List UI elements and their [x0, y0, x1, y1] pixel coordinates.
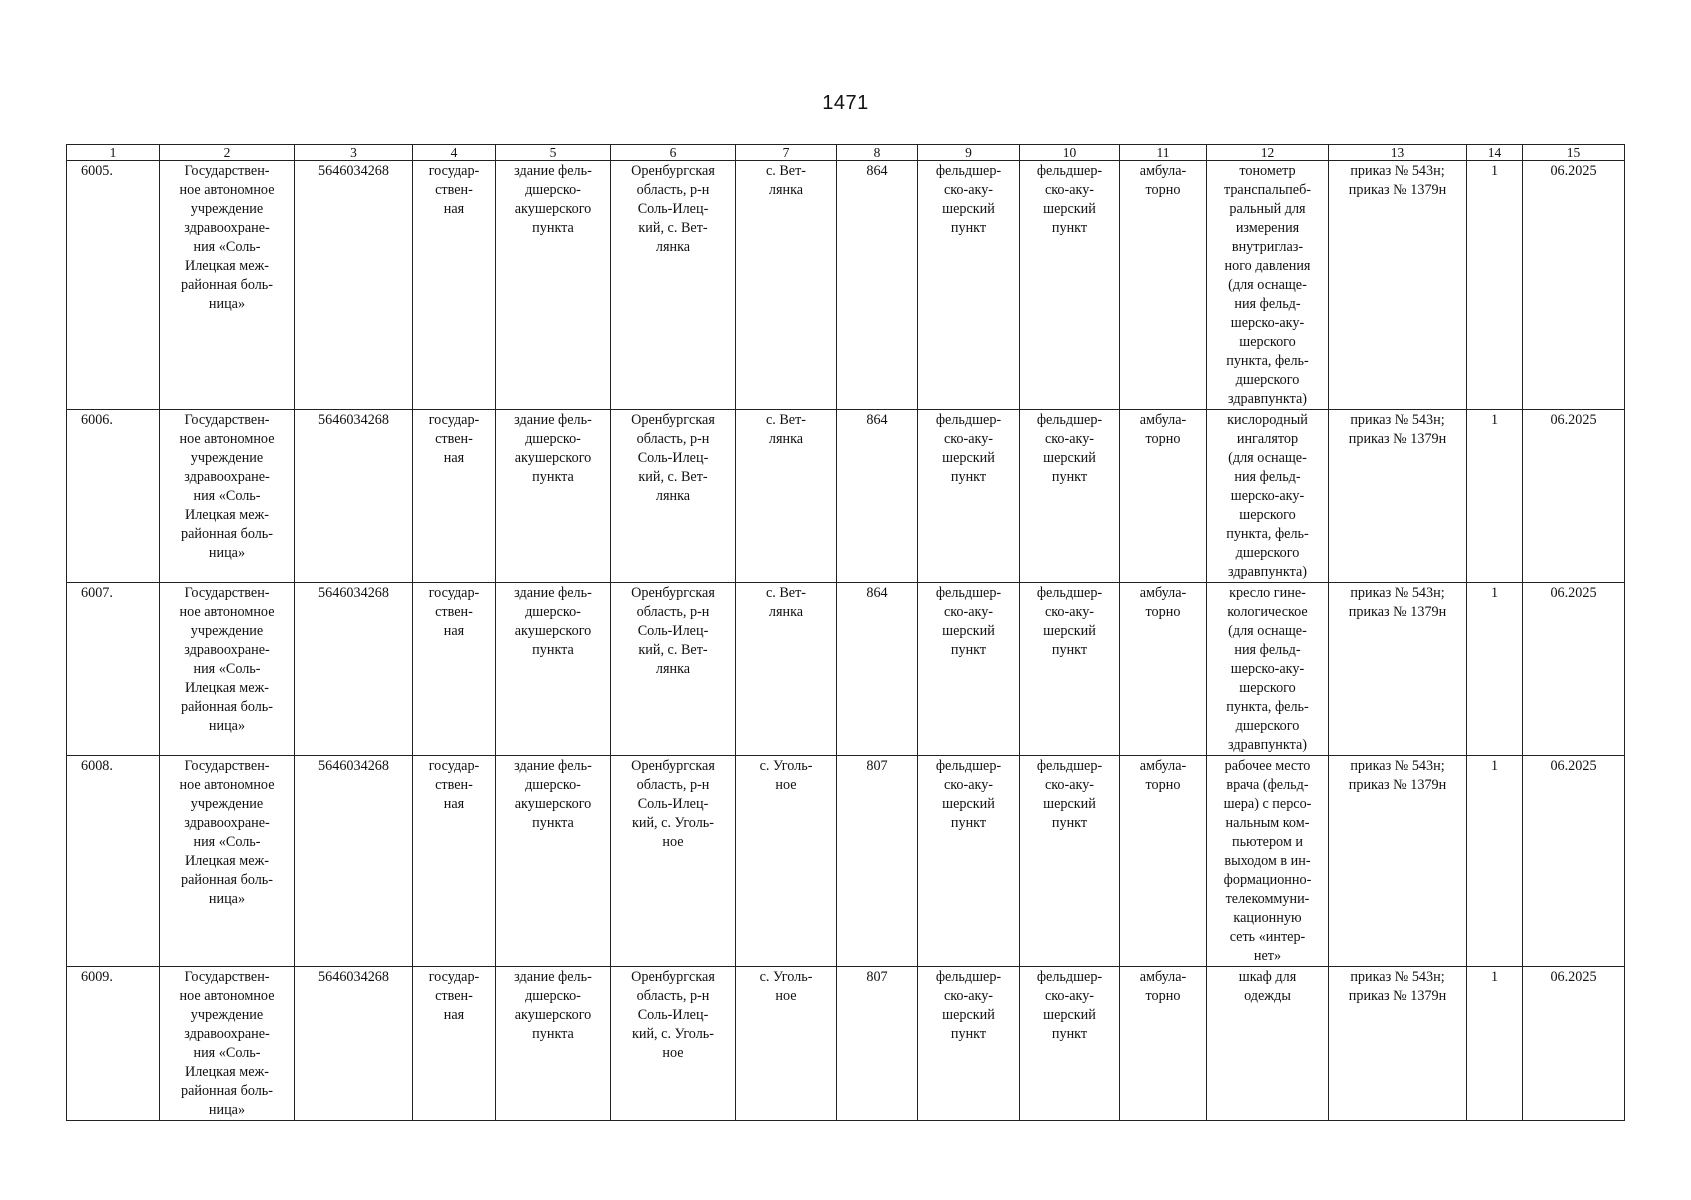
inn: 5646034268: [318, 163, 389, 179]
legal-basis: приказ № 543н; приказ № 1379н: [1348, 969, 1447, 1004]
ownership-form: государ- ствен- ная: [428, 412, 480, 466]
column-number: 1: [67, 145, 160, 161]
inn: 5646034268: [318, 412, 389, 428]
row-number: 6007.: [81, 585, 113, 601]
care-form: амбула- торно: [1139, 585, 1187, 620]
column-number: 7: [736, 145, 837, 161]
column-number: 3: [295, 145, 413, 161]
due-date: 06.2025: [1550, 969, 1597, 985]
population: 864: [866, 163, 888, 179]
legal-basis: приказ № 543н; приказ № 1379н: [1348, 758, 1447, 793]
organization-name: Государствен- ное автономное учреждение здравоохране- ния «Соль- Илецкая меж- районная боль- ница»: [179, 163, 275, 312]
address: Оренбургская область, р-н Соль-Илец- кий, с. Вет- лянка: [631, 412, 715, 504]
unit-type: фельдшер- ско-аку- шерский пункт: [1036, 758, 1103, 831]
ownership-form: государ- ствен- ная: [428, 585, 480, 639]
population: 807: [866, 758, 888, 774]
table-row: [67, 161, 1625, 410]
column-number: 12: [1207, 145, 1329, 161]
column-number: 2: [160, 145, 295, 161]
column-number: 8: [837, 145, 918, 161]
equipment: тонометр транспальпеб- ральный для измерения внутриглаз- ного давления (для оснаще- ния фельд- шерско-аку- шерского пункта, фель- дшерского здравпункта): [1223, 163, 1312, 407]
address: Оренбургская область, р-н Соль-Илец- кий, с. Вет- лянка: [631, 585, 715, 677]
quantity: 1: [1490, 163, 1499, 179]
building-type: здание фель- дшерско- акушерского пункта: [514, 412, 592, 485]
settlement: с. Вет- лянка: [765, 585, 807, 620]
care-form: амбула- торно: [1139, 969, 1187, 1004]
population: 807: [866, 969, 888, 985]
column-number: 9: [918, 145, 1020, 161]
column-number: 11: [1120, 145, 1207, 161]
ownership-form: государ- ствен- ная: [428, 758, 480, 812]
column-number: 14: [1467, 145, 1523, 161]
inn: 5646034268: [318, 969, 389, 985]
quantity: 1: [1490, 585, 1499, 601]
care-form: амбула- торно: [1139, 163, 1187, 198]
settlement: с. Вет- лянка: [765, 163, 807, 198]
address: Оренбургская область, р-н Соль-Илец- кий, с. Вет- лянка: [631, 163, 715, 255]
quantity: 1: [1490, 412, 1499, 428]
organization-name: Государствен- ное автономное учреждение здравоохране- ния «Соль- Илецкая меж- районная боль- ница»: [179, 412, 275, 561]
organization-name: Государствен- ное автономное учреждение здравоохране- ния «Соль- Илецкая меж- районная боль- ница»: [179, 969, 275, 1118]
page-number: 1471: [822, 92, 869, 114]
equipment: кресло гине- кологическое (для оснаще- ния фельд- шерско-аку- шерского пункта, фель- дшерского здравпункта): [1226, 585, 1309, 753]
address: Оренбургская область, р-н Соль-Илец- кий, с. Уголь- ное: [631, 758, 715, 850]
legal-basis: приказ № 543н; приказ № 1379н: [1348, 163, 1447, 198]
organization-name: Государствен- ное автономное учреждение здравоохране- ния «Соль- Илецкая меж- районная боль- ница»: [179, 585, 275, 734]
table-row: [67, 583, 1625, 756]
settlement: с. Уголь- ное: [759, 758, 813, 793]
inn: 5646034268: [318, 585, 389, 601]
column-number: 13: [1329, 145, 1467, 161]
address: Оренбургская область, р-н Соль-Илец- кий, с. Уголь- ное: [631, 969, 715, 1061]
equipment: шкаф для одежды: [1238, 969, 1297, 1004]
facility-type: фельдшер- ско-аку- шерский пункт: [935, 163, 1002, 236]
settlement: с. Уголь- ное: [759, 969, 813, 1004]
due-date: 06.2025: [1550, 758, 1597, 774]
due-date: 06.2025: [1550, 412, 1597, 428]
settlement: с. Вет- лянка: [765, 412, 807, 447]
register-table: [66, 144, 1625, 1121]
due-date: 06.2025: [1550, 585, 1597, 601]
row-number: 6006.: [81, 412, 113, 428]
legal-basis: приказ № 543н; приказ № 1379н: [1348, 585, 1447, 620]
building-type: здание фель- дшерско- акушерского пункта: [514, 585, 592, 658]
due-date: 06.2025: [1550, 163, 1597, 179]
organization-name: Государствен- ное автономное учреждение здравоохране- ния «Соль- Илецкая меж- районная боль- ница»: [179, 758, 275, 907]
population: 864: [866, 585, 888, 601]
row-number: 6005.: [81, 163, 113, 179]
column-number: 10: [1020, 145, 1120, 161]
table-row: [67, 967, 1625, 1121]
ownership-form: государ- ствен- ная: [428, 969, 480, 1023]
row-number: 6009.: [81, 969, 113, 985]
quantity: 1: [1490, 969, 1499, 985]
column-number: 15: [1523, 145, 1625, 161]
ownership-form: государ- ствен- ная: [428, 163, 480, 217]
building-type: здание фель- дшерско- акушерского пункта: [514, 163, 592, 236]
column-number-row: [67, 145, 1625, 161]
unit-type: фельдшер- ско-аку- шерский пункт: [1036, 412, 1103, 485]
legal-basis: приказ № 543н; приказ № 1379н: [1348, 412, 1447, 447]
quantity: 1: [1490, 758, 1499, 774]
row-number: 6008.: [81, 758, 113, 774]
column-number: 4: [413, 145, 496, 161]
equipment: рабочее место врача (фельд- шера) с персо- нальным ком- пьютером и выходом в ин- формационно- телекоммуни- кационную сеть «интер- нет»: [1223, 758, 1312, 964]
column-number: 5: [496, 145, 611, 161]
equipment: кислородный ингалятор (для оснаще- ния фельд- шерско-аку- шерского пункта, фель- дшерского здравпункта): [1226, 412, 1309, 580]
care-form: амбула- торно: [1139, 758, 1187, 793]
unit-type: фельдшер- ско-аку- шерский пункт: [1036, 969, 1103, 1042]
column-number: 6: [611, 145, 736, 161]
facility-type: фельдшер- ско-аку- шерский пункт: [935, 969, 1002, 1042]
population: 864: [866, 412, 888, 428]
table-row: [67, 756, 1625, 967]
care-form: амбула- торно: [1139, 412, 1187, 447]
facility-type: фельдшер- ско-аку- шерский пункт: [935, 585, 1002, 658]
building-type: здание фель- дшерско- акушерского пункта: [514, 969, 592, 1042]
table-row: [67, 410, 1625, 583]
inn: 5646034268: [318, 758, 389, 774]
facility-type: фельдшер- ско-аку- шерский пункт: [935, 412, 1002, 485]
facility-type: фельдшер- ско-аку- шерский пункт: [935, 758, 1002, 831]
unit-type: фельдшер- ско-аку- шерский пункт: [1036, 163, 1103, 236]
unit-type: фельдшер- ско-аку- шерский пункт: [1036, 585, 1103, 658]
building-type: здание фель- дшерско- акушерского пункта: [514, 758, 592, 831]
